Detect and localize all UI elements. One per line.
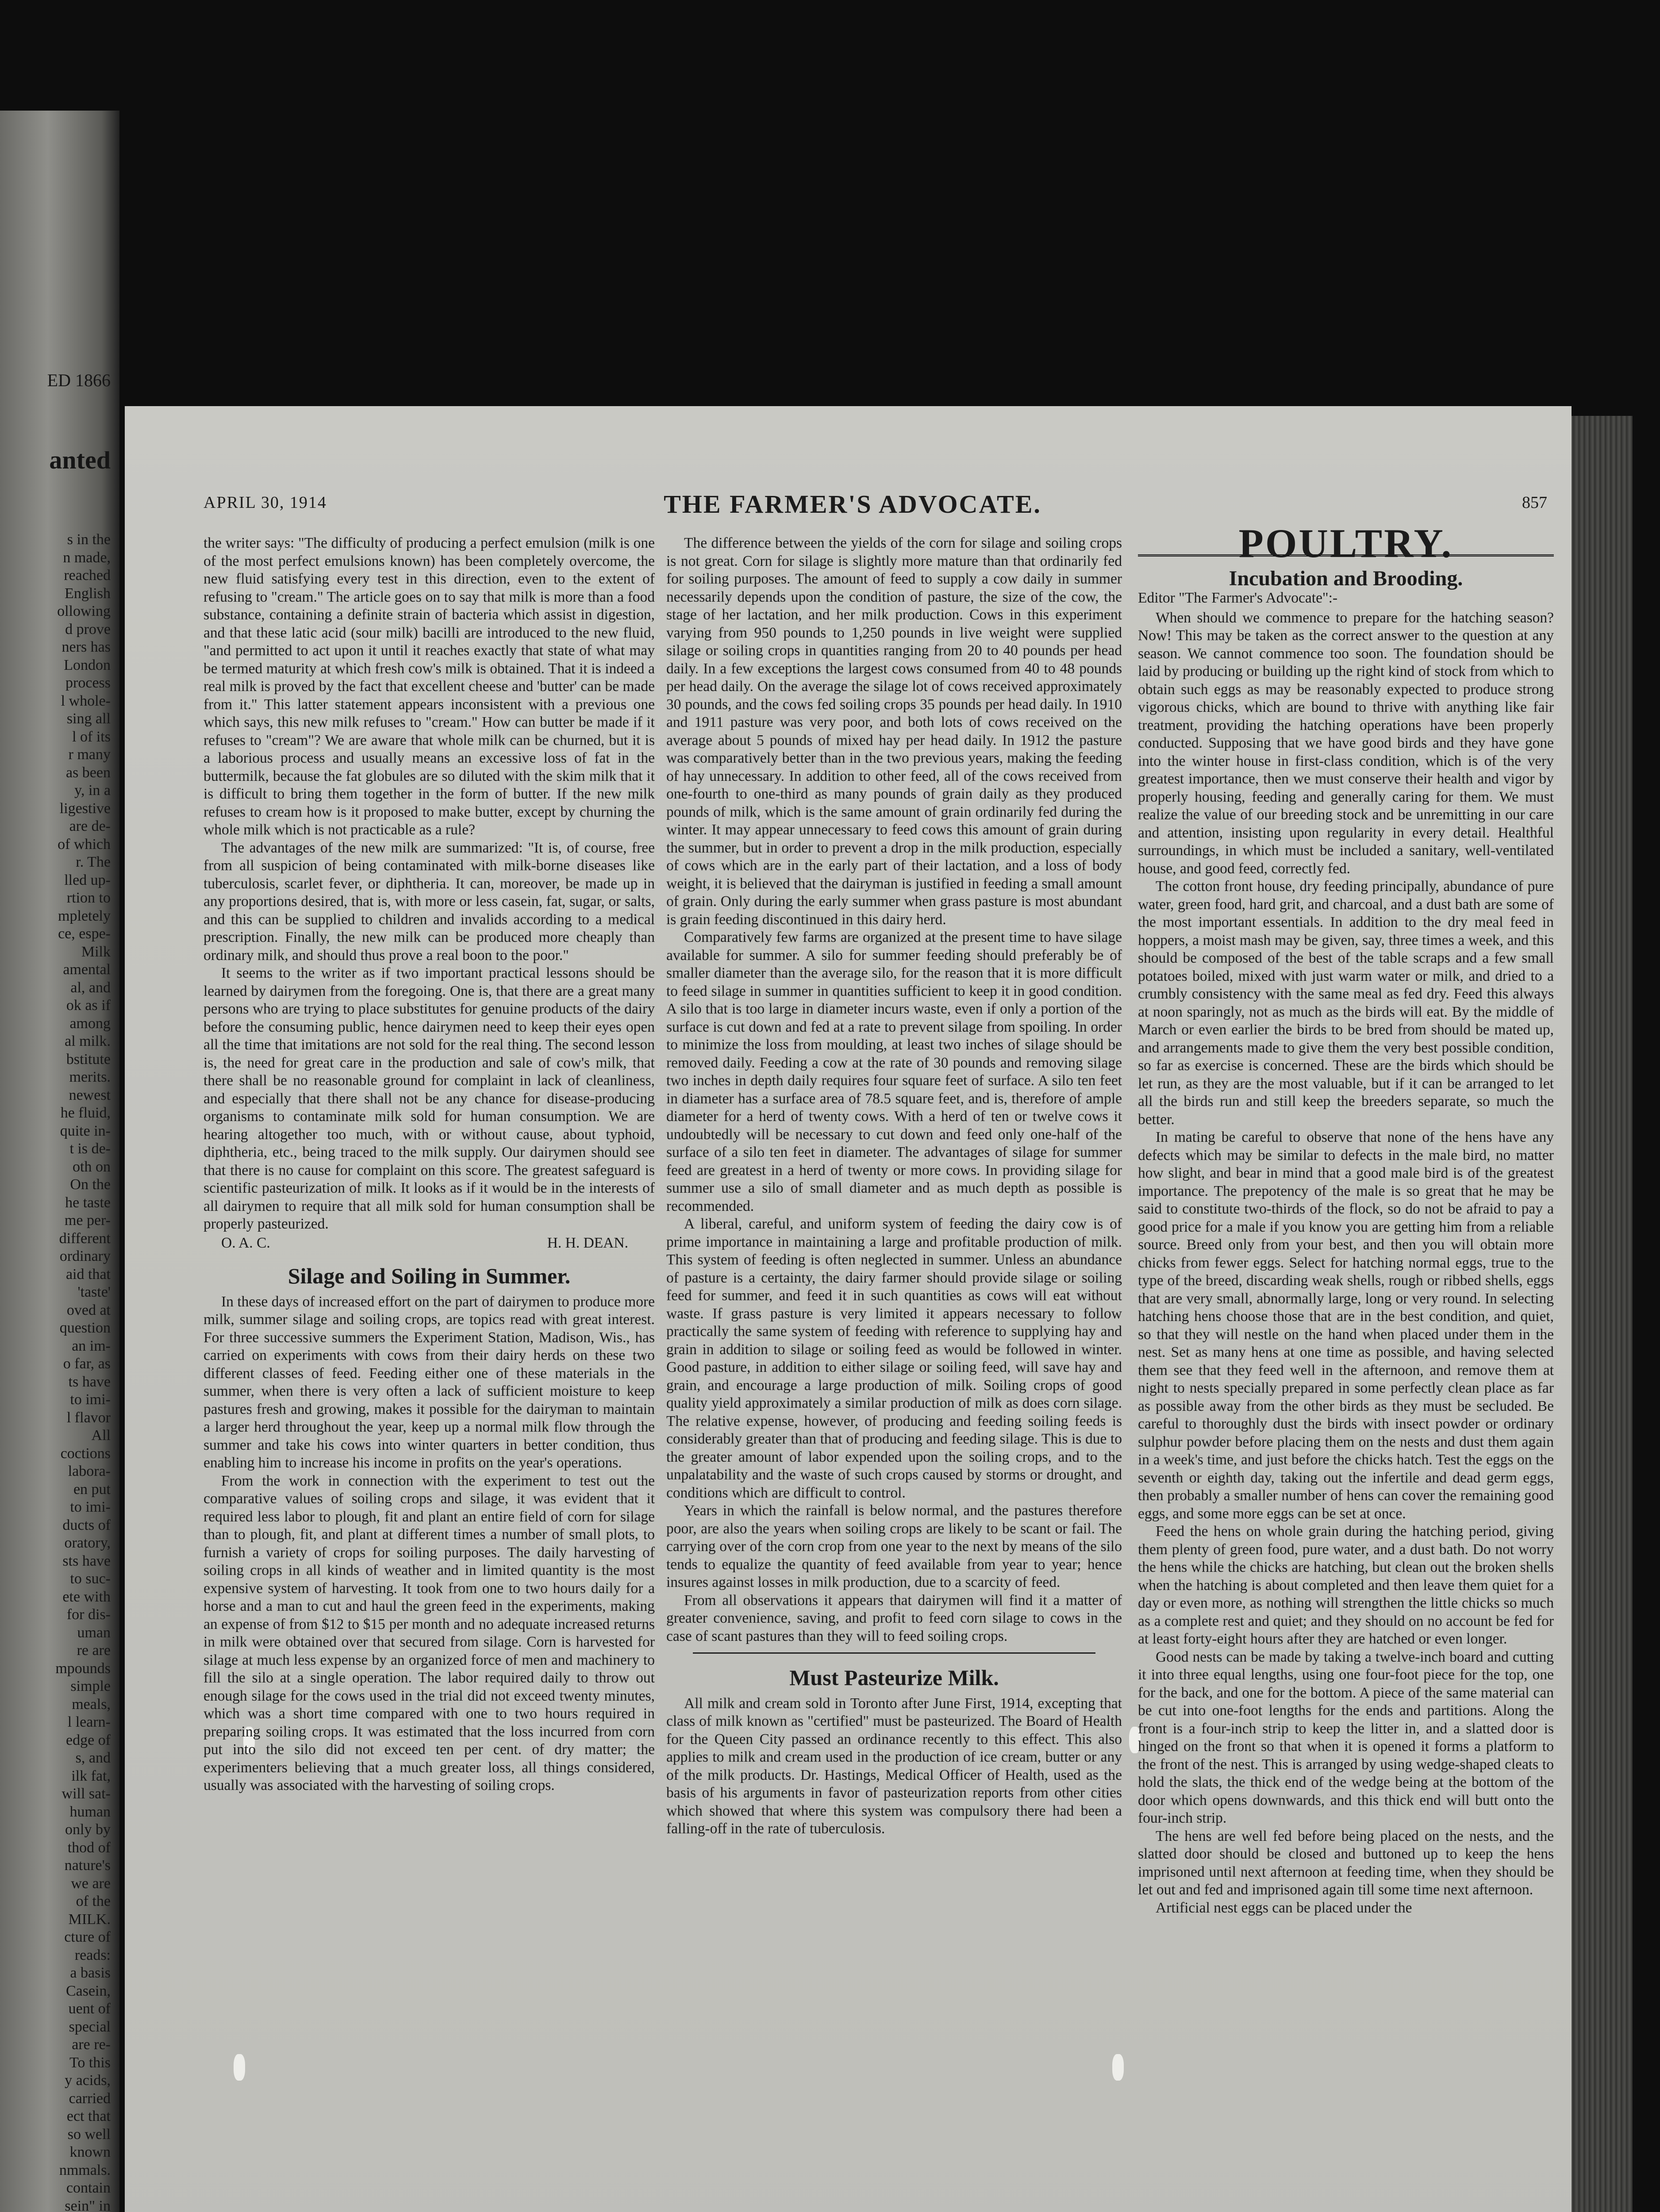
left-page-fragment: oratory, <box>64 1535 111 1551</box>
left-page-fragment: for dis- <box>66 1606 111 1623</box>
paragraph: A liberal, careful, and uniform system of feeding the dairy cow is of prime importance in maintaining a large and profitable production of milk. This system of feeding is often neglected in summer. Unless an abundance of pasture is a certainty, the dairy farmer should provide silage or soiling feed for summer, and feed it in such quantities as cows will eat without waste. If grass pasture is very limited it appears necessary to follow practically the same system of feeding with reference to supplying hay and grain in addition to silage or soiling feed as would be followed in winter. Good pasture, in addition to either silage or soiling feed, will save hay and grain, and encourage a large production of milk. Soiling crops of good quality yield approximately a similar production of milk as does corn silage. The relative expense, however, of producing and feeding soiling feeds is considerably greater than that of producing and feeding silage. This is due to the greater amount of labor expended upon the soiling crops, and to the unpalatability and the waste of such crops caused by storms or drought, and conditions which are difficult to control. <box>666 1216 1122 1501</box>
left-page-fragment: carried <box>69 2090 111 2107</box>
left-page-fragment: human <box>69 1803 111 1820</box>
left-page-fragment: 'taste' <box>77 1284 111 1300</box>
left-page-fragment: t is de- <box>69 1141 111 1157</box>
left-page-fragment: d prove <box>65 621 111 637</box>
left-page-fragment: ete with <box>62 1588 111 1605</box>
left-page-fragment: s, and <box>75 1750 111 1766</box>
left-page-fragment: al, and <box>70 979 111 996</box>
left-page-fragment: ilk fat, <box>71 1767 111 1784</box>
left-page-fragment: l whole- <box>61 692 111 709</box>
binding-hole <box>1112 2054 1124 2081</box>
paragraph: The advantages of the new milk are summarized: "It is, of course, free from all suspicion of being contaminated with milk-borne diseases like tuberculosis, scarlet fever, or diphtheria. It can, moreover, be made up in any proportions desired, that is, with more or less casein, fat, sugar, or salts, and this can be supplied to children and invalids according to a medical prescription. Finally, the new milk can be produced more cheaply than ordinary milk, and should thus prove a real boon to the poor." <box>204 839 655 964</box>
left-page-fragment: he taste <box>65 1194 111 1211</box>
paragraph: Comparatively few farms are organized at the present time to have silage available for summer. A silo for summer feeding should preferably be of smaller diameter than the average silo, for the reason that it is more difficult to feed silage in summer in quantities sufficient to keep it in good condition. A silo that is too large in diameter incurs waste, even if only a portion of the surface is cut down and fed at a rate to prevent silage from spoiling. In order to minimize the loss from moulding, at least two inches of silage should be removed daily. Feeding a cow at the rate of 30 pounds and removing silage two inches in depth daily requires four square feet of surface. A silo ten feet in diameter has a surface area of 78.5 square feet, and is, therefore of ample diameter for a herd of twenty cows. With a herd of ten or twelve cows it undoubtedly will be necessary to cut down and feed only one-half of the surface of a silo ten feet in diameter. The advantages of silage for summer feed are greatest in a herd of twenty or more cows. In providing silage for summer use a silo of small diameter and as much depth as possible is recommended. <box>666 929 1122 1214</box>
left-page-fragment: reads: <box>74 1947 111 1963</box>
left-page-fragment: known <box>69 2144 111 2160</box>
paragraph: the writer says: "The difficulty of producing a perfect emulsion (milk is one of the most perfect emulsions known) has been completely overcome, the new fluid satisfying every test in this direction, even to the extent of refusing to "cream." The article goes on to say that milk is more than a food substance, containing a definite strain of bacteria which assist in digestion, and that these latic acid (sour milk) bacilli are introduced to the new fluid, "and permitted to act upon it until it reaches exactly that state of what may be termed maturity at which fresh cow's milk is obtained. That it is indeed a real milk is proved by the fact that excellent cheese and 'butter' can be made from it." This latter statement appears inconsistent with a previous one which says, this new milk refuses to "cream." How can butter be made if it refuses to "cream"? We are aware that whole milk can be churned, but it is a laborious process and usually means an excessive loss of fat in the buttermilk, because the fat globules are so diluted with the skim milk that it is difficult to bring them together in the form of butter. If the new milk refuses to cream how is it proposed to make butter, except by churning the whole milk which is not practicable as a rule? <box>204 535 655 838</box>
editor-salutation: Editor "The Farmer's Advocate":- <box>1138 590 1338 606</box>
left-page-fragment: sts have <box>62 1552 111 1569</box>
left-page-fragment: special <box>69 2018 111 2035</box>
left-page-fragment: meals, <box>72 1696 111 1713</box>
left-page-fragment: contain <box>66 2180 111 2196</box>
left-page-fragment: MILK. <box>68 1911 111 1928</box>
left-page-fragment: y, in a <box>74 782 111 799</box>
paragraph: The hens are well fed before being placed on the nests, and the slatted door should be closed and buttoned up to keep the hens imprisoned until next afternoon at feeding time, when they should be let out and fed and imprisoned again till some time next afternoon. <box>1138 1828 1554 1898</box>
left-page-fragment: s in the <box>67 531 111 548</box>
left-page-fragment: sing all <box>66 710 111 727</box>
signature-author: H. H. DEAN. <box>547 1234 628 1251</box>
paragraph: From all observations it appears that dairymen will find it a matter of greater convenience, saving, and profit to feed corn silage to cows in the case of scant pastures than they will to feed soiling crops. <box>666 1592 1122 1644</box>
left-page-fragment: mpounds <box>55 1660 111 1677</box>
paragraph: The cotton front house, dry feeding principally, abundance of pure water, green food, hard grit, and charcoal, and a dust bath are some of the most important essentials. In addition to the dry meal feed in hoppers, a moist mash may be given, say, three times a week, and this should be composed of the best of the table scraps and a few small potatoes boiled, mixed with just warm water or milk, and dried to a crumbly consistency with the same meal as fed dry. Feed this always at noon sparingly, not as much as the birds will eat. By the middle of March or even earlier the birds to be bred from should be mated up, and arrangements made to give them the very best possible condition, so far as exercise is concerned. These are the birds which should be let run, as they are the most valuable, but if it can be arranged to let all the birds run and still keep the breeders separate, so much the better. <box>1138 878 1554 1128</box>
left-page-fragment: y acids, <box>65 2072 111 2089</box>
paragraph: It seems to the writer as if two important practical lessons should be learned by dairymen from the foregoing. One is, that there are a great many persons who are trying to place substitutes for genuine products of the dairy before the consuming public, hence dairymen need to keep their eyes open all the time that imitations are not sold for the real thing. The second lesson is, the need for great care in the production and sale of cow's milk, that there shall be no reasonable ground for complaint in lack of cleanliness, and especially that there shall not be any chance for disease-producing organisms to contaminate milk sold for human consumption. We are hearing altogether too much, with or without cause, about typhoid, diphtheria, etc., being traced to the milk supply. Our dairymen should see that there is no cause for complaint on this score. The greatest safeguard is scientific pasteurization of milk. It looks as if it would be in the interests of all dairymen to require that all milk sold for human consumption shall be properly pasteurized. <box>204 965 655 1232</box>
left-page-fragment: only by <box>65 1821 111 1838</box>
page-number: 857 <box>1522 493 1547 512</box>
left-page-fragment: as been <box>65 764 111 781</box>
article-heading: Must Pasteurize Milk. <box>789 1665 999 1690</box>
newspaper-page <box>125 406 1572 2212</box>
left-page-fragment: are de- <box>69 818 111 834</box>
left-page-fragment: o far, as <box>63 1356 111 1372</box>
masthead-title: THE FARMER'S ADVOCATE. <box>664 490 1041 518</box>
left-page-fragment: n made, <box>63 549 111 566</box>
left-page-fragment: l of its <box>72 728 111 745</box>
left-page-fragment: l learn- <box>67 1714 111 1730</box>
left-page-fragment: ect that <box>66 2108 111 2124</box>
left-page-fragment: are re- <box>72 2036 111 2053</box>
left-page-fragment: to suc- <box>70 1571 111 1587</box>
left-page-fragment: of which <box>58 836 111 853</box>
left-page-margin <box>0 111 119 2212</box>
left-page-fragment: London <box>64 657 111 673</box>
paragraph: Good nests can be made by taking a twelve-inch board and cutting it into three equal lengths, using one four-foot piece for the top, one for the back, and one for the bottom. A piece of the same material can be cut into one-foot lengths for the ends and partitions. Along the front is a four-inch strip to keep the litter in, and a slatted door is hinged on the front so that when it is opened it forms a platform to the front of the nest. This is arranged by using wedge-shaped cleats to hold the slats, the thick end of the wedge being at the bottom of the door which opens downwards, and this thick end will butt onto the four-inch strip. <box>1138 1648 1554 1826</box>
left-page-fragment: to imi- <box>70 1391 111 1408</box>
left-page-fragment: nature's <box>64 1857 111 1874</box>
left-page-fragment: en put <box>73 1481 111 1498</box>
column-1 <box>204 534 655 1795</box>
left-page-fragment: quite in- <box>60 1122 111 1139</box>
left-page-fragment: al milk. <box>65 1033 111 1049</box>
paragraph: The difference between the yields of the corn for silage and soiling crops is not great. Corn for silage is slightly more mature than that ordinarily fed for soiling purposes. The amount of feed to supply a cow daily in summer necessarily depends upon the condition of pasture, the size of the cow, the stage of her lactation, and her milk production. Cows in this experiment varying from 950 pounds to 1,250 pounds in live weight were supplied silage or soiling crops in quantities ranging from 20 to 40 pounds per head daily. In a few exceptions the largest cows consumed from 40 to 48 pounds per head daily. On the average the silage lot of cows received approximately 30 pounds, and the cows fed soiling crops 35 pounds per head daily. In 1910 and 1911 pasture was very poor, and both lots of cows received on the average about 5 pounds of mixed hay per head daily. In 1912 the pasture was comparatively better than in the two previous years, making the feeding of hay unnecessary. In addition to other feed, all of the cows received from one-fourth to one-third as many pounds of grain daily as they produced pounds of milk, which is the same amount of grain ordinarily fed during the winter. It may appear unnecessary to feed cows this amount of grain during the summer, but in order to prevent a drop in the milk production, especially of cows which are in the early part of their lactation, and a loss of body weight, it is believed that the dairyman is justified in feeding a small amount of grain. Only during the early summer when grass pasture is most abundant is grain feeding discontinued in this dairy herd. <box>666 535 1122 928</box>
paragraph: From the work in connection with the experiment to test out the comparative values of soiling crops and silage, it was evident that it required less labor to plough, fit and plant an entire field of corn for silage than to plough, fit, and plant at different times a number of small plots, to furnish a variety of crops for soiling purposes. The daily harvesting of soiling crops in all kinds of weather and in limited quantity is the most expensive system of harvesting. It took from one to two hours daily for a horse and a man to cut and haul the green feed in the experiments, making an expense of from $12 to $15 per month and no adequate increased returns in milk were obtained over that secured from silage. Corn is harvested for silage at much less expense by an organized force of men and machinery to fill the silo at a single operation. The labor required daily to throw out enough silage for the cows used in the trial did not exceed twenty minutes, which was a short time compared with one to two hours required in preparing soiling crops. It was estimated that the loss incurred from corn put into the silo did not exceed ten per cent. of dry matter; the experimenters believing that a much greater loss, all things considered, usually was associated with the harvesting of soiling crops. <box>204 1472 655 1793</box>
left-page-fragment: amental <box>63 961 111 978</box>
paragraph: In mating be careful to observe that none of the hens have any defects which may be similar to defects in the male bird, no matter how slight, and bear in mind that a good male bird is of the greatest importance. The prepotency of the male is so great that he may be said to constitute two-thirds of the flock, so do not be afraid to pay a good price for a male if you know you are getting him from a reliable source. Breed only from your best, and then you will obtain more chicks from fewer eggs. Select for hatching normal eggs, true to the type of the breed, discarding weak shells, rough or ribbed shells, eggs that are very small, abnormally large, long or very round. In selecting hatching hens choose those that are in the best condition, and quiet, so that they will nestle on the hand when placed under them in the nest. Set as many hens at one time as possible, and having selected them see that they feed well in the afternoon, and remove them at night to nests specially prepared in some perfectly clean place as far as possible away from the other birds as they must be secluded. Be careful to thoroughly dust the birds with insect powder or ordinary sulphur powder before placing them on the nests and dust them again in a week's time, and just before the chicks hatch. Test the eggs on the seventh or eighth day, taking out the infertile and dead germ eggs, then probably a smaller number of hens can cover the remaining good eggs, and some more eggs can be set at once. <box>1138 1129 1554 1522</box>
left-page-fragment: sein" in <box>65 2197 111 2212</box>
signature-line <box>204 1234 655 1252</box>
left-page-fragment: ts have <box>68 1373 111 1390</box>
left-page-fragment: so well <box>67 2126 111 2143</box>
section-divider <box>693 1652 1095 1654</box>
left-page-fragment: to imi- <box>70 1499 111 1515</box>
left-page-fragment: ordinary <box>59 1248 111 1264</box>
left-page-fragment: reached <box>64 567 111 584</box>
left-page-fragment: a basis <box>70 1965 111 1981</box>
left-page-fragment: bstitute <box>66 1051 111 1068</box>
left-page-fragment: edge of <box>65 1732 111 1748</box>
left-page-fragment: simple <box>70 1678 111 1694</box>
left-page-fragment: English <box>65 585 111 602</box>
issue-date: APRIL 30, 1914 <box>204 493 327 512</box>
left-page-fragment: will sat- <box>61 1786 111 1802</box>
paragraph: Feed the hens on whole grain during the hatching period, giving them plenty of green food, pure water, and a dust bath. Do not worry the hens while the chicks are hatching, but clean out the broken shells when the hatching is about completed and then leave them quiet for a day or even more, as nothing will strengthen the little chicks so much as a complete rest and quiet; and they should on no account be fed for at least forty-eight hours after they are hatched or even longer. <box>1138 1523 1554 1647</box>
left-page-fragment: oth on <box>73 1158 111 1175</box>
paragraph: Artificial nest eggs can be placed under the <box>1156 1899 1412 1916</box>
left-page-fragment: we are <box>71 1875 111 1892</box>
left-page-fragment: an im- <box>72 1337 111 1354</box>
left-page-fragment: On the <box>70 1176 111 1193</box>
left-page-fragment: he fluid, <box>60 1105 111 1121</box>
running-head <box>125 489 1572 520</box>
binding-hole <box>234 2054 245 2081</box>
left-page-fragment: Milk <box>81 943 111 960</box>
column-2 <box>666 534 1122 1838</box>
left-page-fragment: among <box>69 1015 111 1032</box>
left-page-fragment: To this <box>69 2054 111 2071</box>
left-page-fragment: merits. <box>69 1069 111 1085</box>
column-3 <box>1138 521 1554 1917</box>
paragraph: Years in which the rainfall is below normal, and the pastures therefore poor, are also the years when soiling crops are likely to be scant or fail. The carrying over of the corn crop from one year to the next by means of the silo tends to equalize the quantity of feed available from year to year; hence insures against losses in milk production, due to a scarcity of feed. <box>666 1502 1122 1590</box>
article-heading: Silage and Soiling in Summer. <box>288 1263 571 1288</box>
article-heading: Incubation and Brooding. <box>1229 566 1463 590</box>
left-page-fragment: nmmals. <box>59 2162 111 2178</box>
left-page-fragment: mpletely <box>58 907 111 924</box>
left-page-fragment: ok as if <box>66 997 111 1014</box>
left-page-fragment: of the <box>76 1893 111 1909</box>
left-page-fragment: process <box>65 675 111 691</box>
left-page-fragment: labora- <box>68 1463 111 1479</box>
left-page-fragment: me per- <box>64 1212 111 1229</box>
paragraph: In these days of increased effort on the part of dairymen to produce more milk, summer silage and soiling crops, are topics read with great interest. For three successive summers the Experiment Station, Madison, Wis., has carried on experiments with cows from their dairy herds on these two different classes of feed. Feeding either one of these materials in the summer, when there is very often a lack of sufficient moisture to keep pastures fresh and growing, makes it possible for the dairyman to maintain a larger herd throughout the year, keep up a normal milk flow through the summer and take his cows into winter quarters in better condition, thus enabling him to increase his income in profits on the year's operations. <box>204 1293 655 1471</box>
left-page-fragment: uman <box>77 1624 111 1641</box>
left-page-fragment: lled up- <box>64 872 111 888</box>
section-title: POULTRY. <box>1138 534 1554 557</box>
left-page-fragment: anted <box>49 451 111 469</box>
left-page-fragment: different <box>59 1230 111 1247</box>
left-page-fragment: ce, espe- <box>58 926 111 942</box>
left-page-fragment: ners has <box>61 639 111 655</box>
left-page-fragment: question <box>59 1320 111 1336</box>
left-page-fragment: aid that <box>65 1266 111 1283</box>
left-page-fragment: oved at <box>66 1302 111 1318</box>
left-page-fragment: thod of <box>67 1839 111 1856</box>
left-page-fragment: l flavor <box>66 1409 111 1426</box>
left-page-fragment: coctions <box>60 1445 111 1462</box>
left-page-fragment: Casein, <box>65 1982 111 1999</box>
left-page-fragment: r many <box>68 746 111 763</box>
paragraph: All milk and cream sold in Toronto after June First, 1914, excepting that class of milk known as "certified" must be pasteurized. The Board of Health for the Queen City passed an ordinance recently to this effect. This also applies to milk and cream used in the production of ice cream, butter or any of the milk products. Dr. Hastings, Medical Officer of Health, used as the basis of his arguments in favor of pasteurization reports from other cities which showed that where this system was compulsory there had been a falling-off in the rate of tuberculosis. <box>666 1695 1122 1837</box>
left-page-fragment: newest <box>69 1087 111 1103</box>
left-page-fragment: r. The <box>76 854 111 870</box>
left-page-fragment: ED 1866 <box>47 372 111 390</box>
left-page-fragment: rtion to <box>66 890 111 906</box>
left-page-fragment: All <box>91 1427 111 1444</box>
paragraph: When should we commence to prepare for the hatching season? Now! This may be taken as the correct answer to the question at any season. We cannot commence too soon. The foundation should be laid by producing or building up the right kind of stock from which to obtain such eggs as may be reasonably expected to produce strong vigorous chicks, which are bound to thrive with anything like fair treatment, providing the hatching operations have been properly conducted. Supposing that we have good birds and they have gone into the winter house in first-class condition, which is of the very greatest importance, then we must conserve their health and vigor by properly housing, feeding and generally caring for them. We must realize the value of our breeding stock and be unremitting in our care and attention, insisting upon regularity in every detail. Healthful surroundings, in which must be included a sanitary, well-ventilated house, and good feed, correctly fed. <box>1138 609 1554 877</box>
left-page-fragment: uent of <box>68 2001 111 2017</box>
left-page-fragment: ligestive <box>59 800 111 817</box>
left-page-fragment: re are <box>77 1642 111 1659</box>
left-page-fragment: ducts of <box>62 1517 111 1533</box>
left-page-fragment: ollowing <box>57 603 111 619</box>
left-page-fragment: cture of <box>64 1929 111 1945</box>
signature-affiliation: O. A. C. <box>221 1234 270 1251</box>
